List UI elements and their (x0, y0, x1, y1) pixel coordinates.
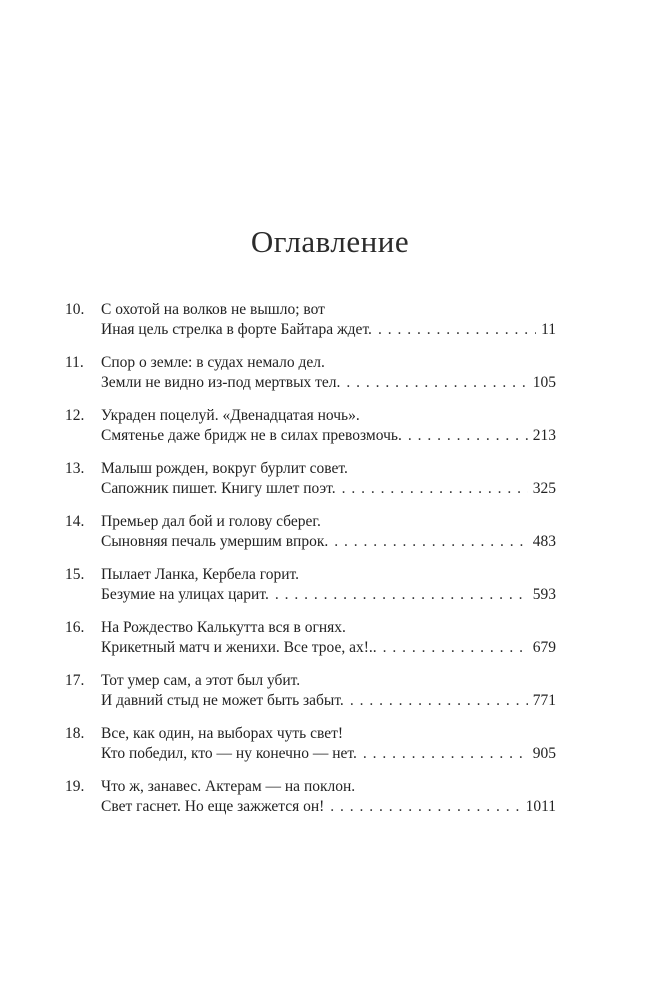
entry-line2: Безумие на улицах царит. (101, 586, 269, 603)
dot-leader (334, 532, 528, 552)
entry-page-number: 105 (532, 374, 556, 391)
entry-line2: Крикетный матч и женихи. Все трое, ах!.. (101, 639, 377, 656)
dot-leader (383, 638, 528, 658)
dot-leader (350, 691, 528, 711)
entry-page-number: 593 (532, 586, 556, 603)
toc-entry (65, 777, 556, 817)
dot-leader (363, 744, 528, 764)
entry-second-line-row (65, 373, 556, 393)
entry-first-line-row (65, 777, 556, 797)
entry-page-number: 483 (532, 533, 556, 550)
entry-line2: Сыновняя печаль умершим впрок. (101, 533, 329, 550)
toc-entry (65, 724, 556, 764)
page-title: Оглавление (250, 224, 410, 259)
dot-leader (342, 479, 528, 499)
entry-line1: С охотой на волков не вышло; вот (101, 301, 325, 318)
entry-line1: На Рождество Калькутта вся в огнях. (101, 619, 346, 636)
entry-page-number: 213 (532, 427, 556, 444)
entry-second-line-row (65, 532, 556, 552)
entry-line2: Свет гаснет. Но еще зажжется он! (101, 798, 325, 815)
toc-entry (65, 565, 556, 605)
entry-first-line-row (65, 724, 556, 744)
entry-first-line-row (65, 512, 556, 532)
entry-page-number: 1011 (525, 798, 556, 815)
entry-line1: Пылает Ланка, Кербела горит. (101, 566, 300, 583)
chapter-number: 15. (65, 566, 85, 583)
entry-page-number: 771 (532, 692, 556, 709)
entry-line1: Премьер дал бой и голову сберег. (101, 513, 321, 530)
dot-leader (275, 585, 528, 605)
entry-page-number: 679 (532, 639, 556, 656)
entry-second-line-row (65, 479, 556, 499)
dot-leader (408, 426, 528, 446)
entry-first-line-row (65, 618, 556, 638)
entry-first-line-row (65, 406, 556, 426)
entry-first-line-row (65, 565, 556, 585)
chapter-number: 16. (65, 619, 85, 636)
entry-line1: Что ж, занавес. Актерам — на поклон. (101, 778, 356, 795)
entry-second-line-row (65, 744, 556, 764)
chapter-number: 13. (65, 460, 85, 477)
entry-line2: Земли не видно из-под мертвых тел. (101, 374, 341, 391)
entry-second-line-row (65, 320, 556, 340)
dot-leader (346, 373, 527, 393)
entry-second-line-row (65, 426, 556, 446)
toc-entry (65, 618, 556, 658)
chapter-number: 14. (65, 513, 85, 530)
toc-entry (65, 459, 556, 499)
entry-first-line-row (65, 459, 556, 479)
entry-first-line-row (65, 353, 556, 373)
entry-second-line-row (65, 691, 556, 711)
entry-line2: Иная цель стрелка в форте Байтара ждет. (101, 321, 372, 338)
entry-line1: Малыш рожден, вокруг бурлит совет. (101, 460, 348, 477)
entry-line2: Кто победил, кто — ну конечно — нет. (101, 745, 357, 762)
entry-first-line-row (65, 300, 556, 320)
entry-line2: Смятенье даже бридж не в силах превозмочь. (101, 427, 402, 444)
chapter-number: 18. (65, 725, 85, 742)
entry-second-line-row (65, 638, 556, 658)
toc-entry (65, 406, 556, 446)
chapter-number: 11. (65, 354, 84, 371)
toc-entry (65, 512, 556, 552)
entry-line1: Все, как один, на выборах чуть свет! (101, 725, 344, 742)
toc-entry (65, 671, 556, 711)
entry-line1: Украден поцелуй. «Двенадцатая ночь». (101, 407, 360, 424)
dot-leader (378, 320, 536, 340)
entry-second-line-row (65, 585, 556, 605)
toc-entries (0, 300, 660, 817)
entry-line1: Тот умер сам, а этот был убит. (101, 672, 301, 689)
entry-second-line-row (65, 797, 556, 817)
chapter-number: 10. (65, 301, 85, 318)
chapter-number: 12. (65, 407, 85, 424)
entry-line2: Сапожник пишет. Книгу шлет поэт. (101, 480, 336, 497)
chapter-number: 17. (65, 672, 85, 689)
entry-line1: Спор о земле: в судах немало дел. (101, 354, 325, 371)
toc-entry (65, 300, 556, 340)
entry-page-number: 905 (532, 745, 556, 762)
dot-leader (330, 797, 520, 817)
entry-first-line-row (65, 671, 556, 691)
entry-page-number: 325 (532, 480, 556, 497)
toc-entry (65, 353, 556, 393)
entry-line2: И давний стыд не может быть забыт. (101, 692, 344, 709)
entry-page-number: 11 (541, 321, 556, 338)
chapter-number: 19. (65, 778, 85, 795)
